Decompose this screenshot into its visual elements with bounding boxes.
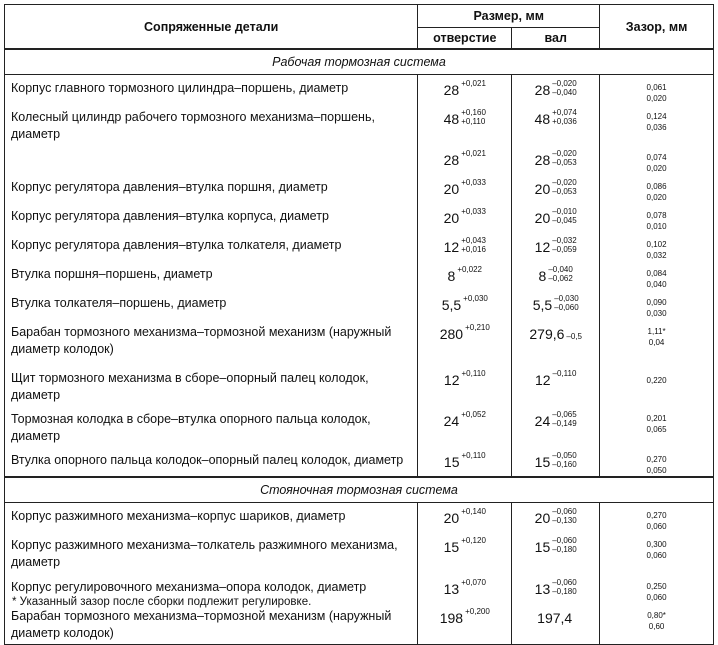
hole-size xyxy=(418,532,512,574)
parts-name: Барабан тормозного механизма–тормозной механизм (наружный диаметр колодок) xyxy=(5,603,418,645)
shaft-size xyxy=(512,203,600,232)
hole-upper-deviation: +0,030 xyxy=(463,294,488,303)
hole-nominal: 280 xyxy=(439,326,464,342)
parts-name: Щит тормозного механизма в сборе–опорный палец колодок, диаметр xyxy=(5,365,418,406)
parts-name: Втулка опорного пальца колодок–опорный палец колодок, диаметр xyxy=(5,447,418,477)
shaft-nominal: 8 xyxy=(538,268,547,284)
gap-values xyxy=(600,232,714,261)
hole-nominal: 28 xyxy=(443,152,460,168)
shaft-lower-deviation: –0,053 xyxy=(552,187,577,196)
hole-nominal: 20 xyxy=(443,210,460,226)
parts-name: Корпус главного тормозного цилиндра–поршень, диаметр xyxy=(5,75,418,105)
shaft-size xyxy=(512,603,600,645)
shaft-size xyxy=(512,261,600,290)
shaft-lower-deviation: –0,059 xyxy=(552,245,577,254)
hole-upper-deviation: +0,021 xyxy=(461,79,486,88)
section-title: Стояночная тормозная система xyxy=(5,477,714,503)
hole-upper-deviation: +0,110 xyxy=(461,451,486,460)
gap-value: 0,201 xyxy=(646,414,667,423)
shaft-size xyxy=(512,75,600,105)
shaft-size xyxy=(512,232,600,261)
hole-nominal: 48 xyxy=(443,111,460,127)
shaft-nominal: 20 xyxy=(534,510,551,526)
hole-nominal: 8 xyxy=(447,268,456,284)
hole-lower-deviation xyxy=(461,587,486,596)
hole-nominal: 15 xyxy=(443,539,460,555)
gap-values xyxy=(600,406,714,447)
parts-name: Корпус разжимного механизма–корпус шариков, диаметр xyxy=(5,503,418,533)
gap-value: 0,090 xyxy=(646,298,667,307)
hole-size xyxy=(418,503,512,533)
hole-size xyxy=(418,447,512,477)
hole-lower-deviation xyxy=(461,419,486,428)
gap-value: 0,084 xyxy=(646,269,667,278)
shaft-lower-deviation: –0,045 xyxy=(552,216,577,225)
hole-size xyxy=(418,104,512,145)
hole-upper-deviation: +0,022 xyxy=(457,265,483,274)
shaft-lower-deviation: –0,060 xyxy=(554,303,579,312)
table-row xyxy=(5,319,714,365)
hole-lower-deviation xyxy=(461,216,486,225)
gap-value: 0,80* xyxy=(647,611,666,620)
shaft-nominal: 15 xyxy=(534,454,551,470)
table-row xyxy=(5,532,714,574)
shaft-lower-deviation: –0,160 xyxy=(552,460,577,469)
hole-upper-deviation: +0,110 xyxy=(461,369,486,378)
table-row xyxy=(5,75,714,105)
shaft-nominal: 12 xyxy=(534,239,551,255)
gap-values xyxy=(600,319,714,365)
section-title: Рабочая тормозная система xyxy=(5,49,714,75)
shaft-lower-deviation: –0,062 xyxy=(548,274,573,283)
gap-value: 0,040 xyxy=(646,280,667,289)
hole-lower-deviation: +0,016 xyxy=(461,245,486,254)
gap-value: 1,11* xyxy=(647,327,666,336)
hole-nominal: 24 xyxy=(443,413,460,429)
gap-value: 0,270 xyxy=(646,511,667,520)
shaft-upper-deviation xyxy=(566,323,582,332)
parts-name: Корпус регулятора давления–втулка поршня, диаметр xyxy=(5,174,418,203)
gap-values xyxy=(600,75,714,105)
hole-size xyxy=(418,261,512,290)
hole-nominal: 12 xyxy=(443,239,460,255)
hole-size xyxy=(418,574,512,603)
gap-value: 0,061 xyxy=(646,83,667,92)
gap-value: 0,102 xyxy=(646,240,667,249)
hole-lower-deviation xyxy=(461,516,486,525)
shaft-upper-deviation: –0,032 xyxy=(552,236,577,245)
hole-upper-deviation: +0,160 xyxy=(461,108,486,117)
gap-value: 0,065 xyxy=(646,425,667,434)
gap-values xyxy=(600,261,714,290)
shaft-size xyxy=(512,406,600,447)
clearance-table xyxy=(4,4,714,645)
shaft-size xyxy=(512,365,600,406)
shaft-upper-deviation: –0,020 xyxy=(552,149,577,158)
gap-value: 0,60 xyxy=(648,622,665,631)
gap-values xyxy=(600,145,714,174)
parts-name: Втулка толкателя–поршень, диаметр xyxy=(5,290,418,319)
gap-value: 0,020 xyxy=(646,193,667,202)
hole-size xyxy=(418,406,512,447)
table-row xyxy=(5,203,714,232)
shaft-nominal: 28 xyxy=(534,152,551,168)
hole-upper-deviation: +0,043 xyxy=(461,236,486,245)
hole-lower-deviation xyxy=(465,616,490,625)
hole-lower-deviation xyxy=(461,158,486,167)
gap-values xyxy=(600,532,714,574)
parts-name: Корпус регулировочного механизма–опора колодок, диаметр xyxy=(5,574,418,603)
shaft-nominal: 20 xyxy=(534,181,551,197)
table-row xyxy=(5,406,714,447)
hole-lower-deviation: +0,110 xyxy=(461,117,486,126)
parts-name xyxy=(5,145,418,174)
hole-nominal: 15 xyxy=(443,454,460,470)
table-row xyxy=(5,232,714,261)
gap-value: 0,036 xyxy=(646,123,667,132)
shaft-lower-deviation: –0,149 xyxy=(552,419,577,428)
hole-size xyxy=(418,232,512,261)
gap-values xyxy=(600,503,714,533)
shaft-nominal: 15 xyxy=(534,539,551,555)
shaft-size xyxy=(512,145,600,174)
hole-upper-deviation: +0,033 xyxy=(461,178,486,187)
hole-lower-deviation xyxy=(462,460,486,469)
hole-upper-deviation: +0,140 xyxy=(461,507,486,516)
shaft-upper-deviation: –0,060 xyxy=(552,578,577,587)
hole-nominal: 198 xyxy=(439,610,464,626)
hole-upper-deviation: +0,052 xyxy=(461,410,486,419)
shaft-upper-deviation: –0,040 xyxy=(548,265,573,274)
shaft-nominal: 13 xyxy=(534,581,551,597)
table-row xyxy=(5,174,714,203)
table-body xyxy=(5,49,714,645)
shaft-lower-deviation: +0,036 xyxy=(552,117,577,126)
shaft-size xyxy=(512,447,600,477)
shaft-size xyxy=(512,503,600,533)
gap-values xyxy=(600,104,714,145)
gap-values xyxy=(600,603,714,645)
hole-nominal: 28 xyxy=(443,82,460,98)
hole-lower-deviation xyxy=(457,274,482,283)
hole-size xyxy=(418,603,512,645)
gap-value: 0,020 xyxy=(646,94,667,103)
shaft-nominal: 5,5 xyxy=(532,297,553,313)
shaft-size xyxy=(512,174,600,203)
shaft-size xyxy=(512,319,600,365)
table-row xyxy=(5,104,714,145)
hole-upper-deviation: +0,021 xyxy=(461,149,486,158)
shaft-upper-deviation: –0,050 xyxy=(552,451,577,460)
shaft-nominal: 24 xyxy=(534,413,551,429)
parts-name: Корпус регулятора давления–втулка корпуса, диаметр xyxy=(5,203,418,232)
hole-nominal: 12 xyxy=(443,372,460,388)
gap-values xyxy=(600,574,714,603)
shaft-size xyxy=(512,574,600,603)
hole-lower-deviation xyxy=(461,88,486,97)
gap-value: 0,270 xyxy=(646,455,667,464)
shaft-nominal: 20 xyxy=(534,210,551,226)
gap-value: 0,020 xyxy=(646,164,667,173)
hole-size xyxy=(418,365,512,406)
shaft-upper-deviation: –0,030 xyxy=(554,294,579,303)
hole-lower-deviation xyxy=(462,378,486,387)
shaft-nominal: 28 xyxy=(534,82,551,98)
table-row xyxy=(5,145,714,174)
shaft-lower-deviation: –0,130 xyxy=(552,516,577,525)
hole-upper-deviation: +0,210 xyxy=(465,323,490,332)
gap-value: 0,250 xyxy=(646,582,667,591)
shaft-upper-deviation: –0,020 xyxy=(552,178,577,187)
gap-value: 0,078 xyxy=(646,211,667,220)
hole-size xyxy=(418,319,512,365)
gap-values xyxy=(600,290,714,319)
header-gap: Зазор, мм xyxy=(600,5,714,50)
gap-value: 0,086 xyxy=(646,182,667,191)
shaft-upper-deviation: –0,110 xyxy=(552,369,577,378)
shaft-lower-deviation xyxy=(553,378,577,387)
gap-value: 0,010 xyxy=(646,222,667,231)
hole-nominal: 20 xyxy=(443,181,460,197)
shaft-lower-deviation: –0,180 xyxy=(552,545,577,554)
gap-value: 0,074 xyxy=(646,153,667,162)
parts-name: Корпус разжимного механизма–толкатель разжимного механизма, диаметр xyxy=(5,532,418,574)
gap-value: 0,300 xyxy=(646,540,667,549)
table-row xyxy=(5,447,714,477)
parts-name: Барабан тормозного механизма–тормозной механизм (наружный диаметр колодок) xyxy=(5,319,418,365)
hole-lower-deviation xyxy=(465,332,490,341)
shaft-nominal: 48 xyxy=(534,111,551,127)
hole-upper-deviation: +0,070 xyxy=(461,578,486,587)
table-row xyxy=(5,365,714,406)
gap-value: 0,060 xyxy=(646,522,667,531)
gap-values xyxy=(600,447,714,477)
shaft-lower-deviation: –0,053 xyxy=(552,158,577,167)
shaft-upper-deviation: –0,065 xyxy=(552,410,577,419)
shaft-upper-deviation: +0,074 xyxy=(552,108,577,117)
hole-nominal: 13 xyxy=(443,581,460,597)
gap-values xyxy=(600,203,714,232)
gap-value: 0,050 xyxy=(646,466,667,475)
gap-value: 0,032 xyxy=(646,251,667,260)
gap-values xyxy=(600,174,714,203)
shaft-upper-deviation: –0,020 xyxy=(552,79,577,88)
shaft-upper-deviation: –0,010 xyxy=(552,207,577,216)
hole-size xyxy=(418,174,512,203)
shaft-size xyxy=(512,532,600,574)
table-row xyxy=(5,603,714,645)
gap-value: 0,124 xyxy=(646,112,667,121)
parts-name: Тормозная колодка в сборе–втулка опорного пальца колодок, диаметр xyxy=(5,406,418,447)
hole-upper-deviation: +0,120 xyxy=(461,536,486,545)
gap-value: 0,220 xyxy=(646,376,667,385)
shaft-nominal: 279,6 xyxy=(529,326,565,342)
hole-upper-deviation: +0,033 xyxy=(461,207,486,216)
hole-size xyxy=(418,290,512,319)
table-row xyxy=(5,503,714,533)
header-parts: Сопряженные детали xyxy=(5,5,418,50)
hole-nominal: 20 xyxy=(443,510,460,526)
shaft-size xyxy=(512,290,600,319)
shaft-lower-deviation: –0,180 xyxy=(552,587,577,596)
footnote: * Указанный зазор после сборки подлежит регулировке. xyxy=(12,596,312,608)
header-size: Размер, мм xyxy=(418,5,600,28)
gap-value: 0,060 xyxy=(646,593,667,602)
hole-size xyxy=(418,203,512,232)
parts-name: Колесный цилиндр рабочего тормозного механизма–поршень, диаметр xyxy=(5,104,418,145)
hole-lower-deviation xyxy=(461,187,486,196)
gap-values xyxy=(600,365,714,406)
gap-value: 0,04 xyxy=(648,338,665,347)
shaft-nominal: 197,4 xyxy=(537,610,573,626)
shaft-size xyxy=(512,104,600,145)
header-hole: отверстие xyxy=(418,28,512,50)
table-row xyxy=(5,290,714,319)
hole-size xyxy=(418,75,512,105)
hole-size xyxy=(418,145,512,174)
hole-lower-deviation xyxy=(461,545,486,554)
shaft-lower-deviation: –0,040 xyxy=(552,88,577,97)
hole-lower-deviation xyxy=(463,303,488,312)
shaft-upper-deviation: –0,060 xyxy=(552,507,577,516)
shaft-nominal: 12 xyxy=(534,372,551,388)
gap-value: 0,030 xyxy=(646,309,667,318)
hole-upper-deviation: +0,200 xyxy=(465,607,490,616)
table-row xyxy=(5,261,714,290)
header-shaft: вал xyxy=(512,28,600,50)
shaft-lower-deviation: –0,5 xyxy=(566,332,582,341)
gap-value: 0,060 xyxy=(646,551,667,560)
shaft-upper-deviation: –0,060 xyxy=(552,536,577,545)
parts-name: Втулка поршня–поршень, диаметр xyxy=(5,261,418,290)
parts-name: Корпус регулятора давления–втулка толкателя, диаметр xyxy=(5,232,418,261)
hole-nominal: 5,5 xyxy=(441,297,462,313)
